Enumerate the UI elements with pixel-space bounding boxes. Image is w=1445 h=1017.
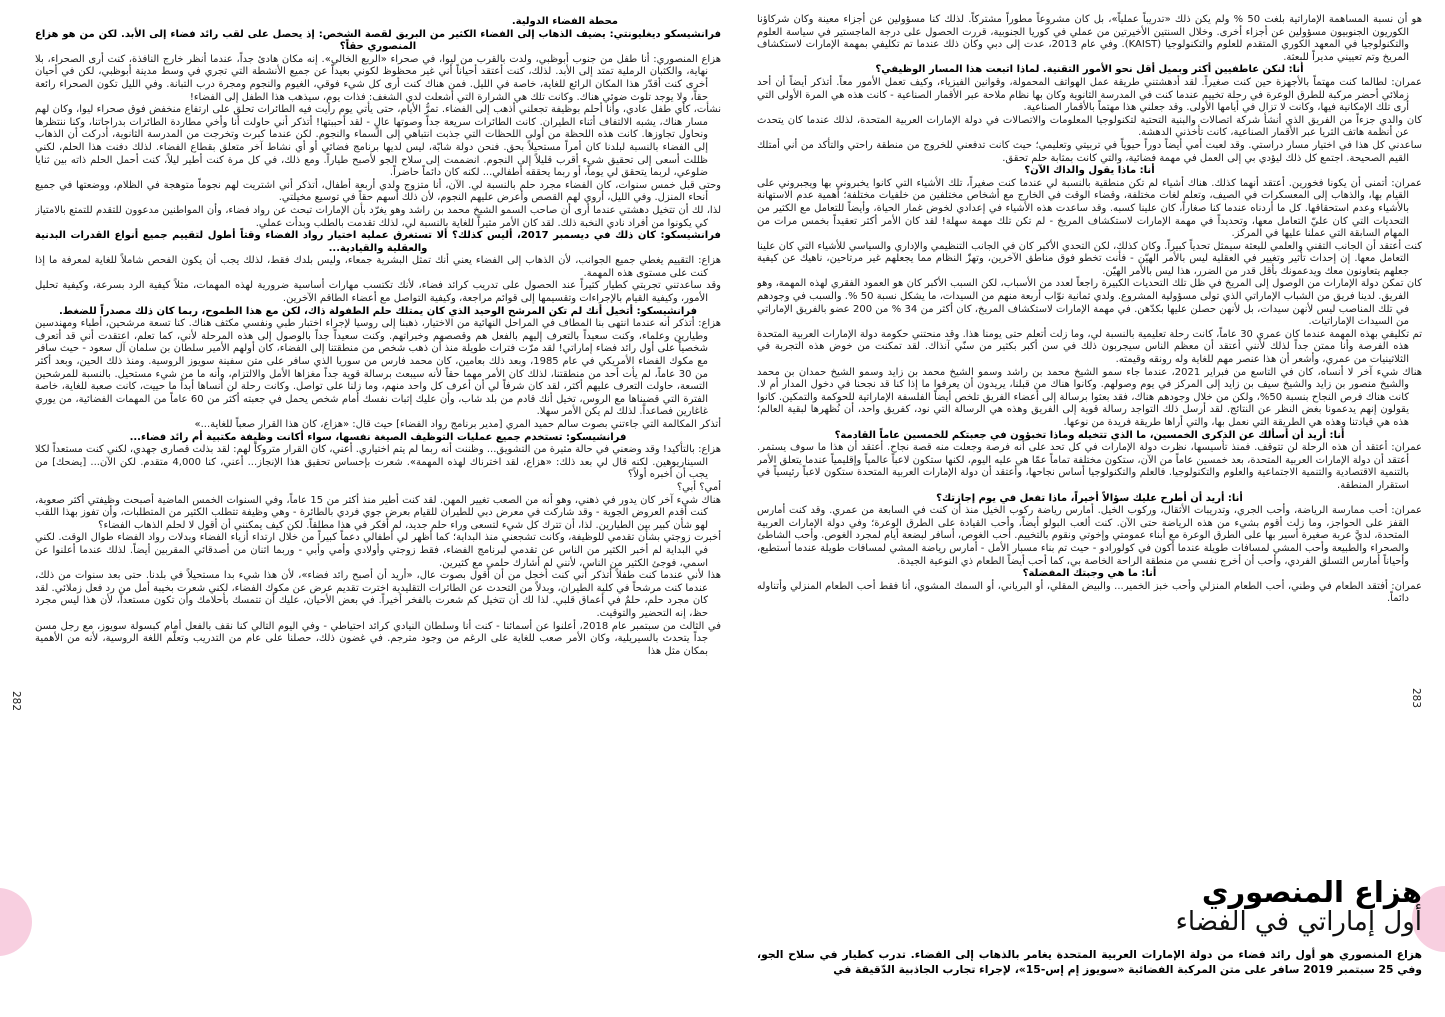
body-paragraph: تم تكليفي بهذه المهمة عندما كان عمري 30 عاماً، كانت رحلة تعليمية بالنسبة لي، وما زلت أتعلم حتى يومنا هذا. وقد منحتني حكومة دولة الإمارات العربية المتحدة هذه الفرصة وأنا ممتن جداً لذلك لأنني أعتقد أن معظم الناس سيجربون ذلك في سن أكبر بكثير من سنّي آنذاك. لقد تمكنت من خوض هذه التجربة في الثلاثينيات من عمري، وأشعر أن هذا عنصر مهم للغاية وله رونقه وقيمته. [757,328,1422,366]
answer-paragraph: عمران: أعتقد أن هذه الرحلة لن تتوقف. فمنذ تأسيسها، نظرت دولة الإمارات في كل تحد على أنه فرصة وجعلت منه قصة نجاح. أعتقد أن هذا ما سوف يستمر. أعتقد أن دولة الإمارات العربية المتحدة، بعد خمسين عاماً من الآن، ستكون مختلفة تماماً عمّا هي عليه اليوم، لكنها ستكون لاعباً عالمياً وإقليمياً عندما يتعلق الأمر بالتنمية الاقتصادية والتنمية الاجتماعية والعلوم والتكنولوجيا. فالعلم والتكنولوجيا أساس نجاحها، وأعتقد أن دولة الإمارات العربية المتحدة ستكون لاعباً رئيسياً في استقرار المنطقة. [757,442,1422,491]
question-paragraph: أنا: لنكن عاطفيين أكثر وبميل أقل نحو الأمور التقنية. لماذا اتبعت هذا المسار الوظيفي؟ [875,64,1304,76]
body-paragraph: هذا لأني عندما كنت طفلاً أتذكر أني كنت أخجل من أن أقول بصوت عال، «أريد أن أصبح رائد فضاء»، لأن هذا شيء بدا مستحيلاً في بلدنا. حتى بعد سنوات من ذلك، عندما كنت مرشحاً في كلية الطيران، وبدلاً من التحدث عن الطائرات التقليدية اخترت تقديم عرض عن مكوك الفضاء، لكني شعرت بخيبة أمل من رد فعل زملائي. لقد كان مجرد حلم، حلمٌ في أعماق قلبي. لذا لك أن تتخيل كم شعرت بالفخر أخيراً. في بعض الأحيان، عليك أن تتمسك بأحلامك وأن تكون مستعداً، لأن هذا ليس مجرد حظ، إنه التحضير والتوقيت. [35,570,721,619]
answer-paragraph: هزاع: بالتأكيد! وقد وضعني في حالة مثيرة من التشويق... وظننت أنه ربما لم يتم اختياري. أعني، كان القرار متروكاً لهم: لقد بذلت قصارى جهدي، لكني كنت مستعداً لكلا السيناريوهين. لكنه قال لي بعد ذلك: «هزاع، لقد اخترناك لهذه المهمة». شعرت بإحساس تحقيق هذا الإنجاز... أعني، كنا 4,000 متقدم. لكن الآن... [يضحك] من يجب أن أخبره أولاً؟ [35,444,721,481]
body-paragraph: هناك شيء آخر لا أنساه، كان في التاسع من فبراير 2021، عندما جاء سمو الشيخ محمد بن راشد وسمو الشيخ محمد بن زايد وسمو الشيخ حمدان بن محمد والشيخ منصور بن زايد والشيخ سيف بن زايد إلى المركز في يوم وصولهم. وكانوا هناك من قبلنا، يريدون أن يعرفوا ما إذا كنا قد نجحنا في دخول المدار أم لا. كانت هناك فرص النجاح بنسبة 50%، ولكن من خلال وجودهم هناك، فقد بعثوا برسالة إلى أعضاء الفريق تلخص أيضاً الفلسفة الإماراتية للحوكمة والتمكين. كانوا يقولون إنهم يدعمونا بغض النظر عن النتائج. لقد أرسل ذلك التواجد رسالة قوية إلى الفريق وهذه هي الرسالة التي نود، كفريق واحد، أن نُظهرها لبقية العالم؛ هذه هي قيادتنا وهذه هي الطريقة التي نعمل بها، والتي أراها طريقة فريدة من نوعها. [757,366,1422,428]
continued-heading: محطة الفضاء الدولية. [511,16,618,27]
pink-circle-left-decoration [0,888,32,956]
question-paragraph: فرانشيسكو ديغليونتي: يضيف الذهاب إلى الفضاء الكثير من البريق لقصة الشخص: إذ يحصل على لقب رائد فضاء إلى الأبد. لكن من هو هزاع المنصوري حقاً؟ [35,28,721,53]
body-paragraph: أخبرت زوجتي بشأن تقدمي للوظيفة، وكانت تشجعني منذ البداية؛ كما أظهر لي أطفالي دعماً كبيراً من خلال ارتداء أزياء الفضاء وبدلات رواد الفضاء طوال الوقت. لكني في البداية لم أخبر الكثير من الناس عن تقدمي لبرنامج الفضاء، فقط زوجتي وأولادي وأمي وأبي - وربما اثنان من أصدقائي المقربين أيضاً. لذلك عندما أعلنوا عن اسمي، فوجئ الكثير من الناس، لأنني لم أشارك حلمي مع كثيرين. [35,532,721,569]
answer-paragraph: هزاع المنصوري: أنا طفل من جنوب أبوظبي، ولدت بالقرب من ليوا، في صحراء «الربع الخالي». إنه مكان هادئ جداً، عندما أنظر خارج النافذة، كنت أرى الصحراء، بلا نهاية، والكثبان الرملية تمتد إلى الأبد. لذلك، كنت أعتقد أحياناً أني غير محظوظ لكوني بعيداً عن جميع الأنشطة التي تجري في وسط مدينة أبوظبي، لكن في أحيان أخرى كنت أقدّر هذا المكان الرائع للغاية، خاصة في الليل. فمن هناك كنت أرى كل شيء فوقي، الغيوم والنجوم ومجرة درب التبانة. وفي الليل تكون الصحراء رائعة حقاً، ولا يوجد تلوث ضوئي هناك. وكانت تلك هي الشرارة التي أشعلت لدي الشغف: فذات يوم، سيذهب هذا الطفل إلى الفضاء! [35,53,721,103]
body-paragraph: لذا، لك أن تتخيل دهشتي عندما أرى أن صاحب السمو الشيخ محمد بن راشد وهو يغرّد بأن الإمارات تبحث عن رواد فضاء، وأن المواطنين مدعوون للتقدم للتمتع بالامتياز كي يكونوا من أفراد نادي النخبة ذلك. لقد كان الأمر مثيراً للغاية بالنسبة لي، لذلك تقدمت بالطلب وبدأت عملي. [35,204,721,229]
answer-paragraph: عمران: أحب ممارسة الرياضة، وأحب الجري، وتدريبات الأثقال، وركوب الخيل. أمارس رياضة ركوب الخيل منذ أن كنت في السابعة من عمري. وقد كنت أمارس القفز على الحواجز، وما زلت أقوم بشيء من هذه الرياضة حتى الآن. كنت ألعب البولو أيضاً، وأحب القيادة على الطرق الوعرة؛ وفي دولة الإمارات العربية المتحدة، لديَّ عربة صغيرة أسير بها على الطرق الوعرة مع أبناء عمومتي وإخوتي ونقوم بالتخييم. أحب الغوص، أسافر لبضعة أيام لمجرد الغوص. وأحب الشاطئ والصحراء والطبيعة وأحب المشي لمسافات طويلة عندما أكون في كولورادو - حيث تم بناء مسبار الأمل - أمارس رياضة المشي لمسافات طويلة عندما أستطيع، وأحياناً أمارس التسلق الفردي، وأحب أن أخرج نفسي من منطقة الراحة الخاصة بي، كما أحب أيضاً الطعام ذي النوعية الجيدة. [757,505,1422,567]
answer-paragraph: عمران: أتمنى أن يكونا فخورين. أعتقد أنهما كذلك. هناك أشياء لم تكن منطقية بالنسبة لي عندما كنت صغيراً، تلك الأشياء التي كانوا يخبروني بها ويجبروني على القيام بها، والذهاب إلى المعسكرات في الصيف، وتعلم لغات مختلفة، وقضاء الوقت في الخارج مع أشخاص مختلفين من خلفيات مختلفة؛ أهمية عدم الاستهانة بالأشياء وعدم استحقاقها. كل ما أردناه عندما كنا صغاراً، كان علينا كسبه. وقد ساعدت هذه الأشياء في إعدادي لخوض غمار الحياة، وأيضاً للتعامل مع الكثير من التحديات التي كان عليّ التعامل معها، وتحديداً في مهمة الإمارات لاستكشاف المريخ - لم تكن تلك مهمة سهلة! لقد كان الأمر أكثر تعقيداً بخمس مرات من المهام السابقة التي عملنا عليها في المركز. [757,177,1422,240]
body-paragraph: وحتى قبل خمس سنوات، كان الفضاء مجرد حلم بالنسبة لي. الآن، أنا متزوج ولدي أربعة أطفال، أتذكر أني اشتريت لهم نجوماً متوهجة في الظلام، ووضعتها في جميع أنحاء المنزل. وفي الليل، أروي لهم القصص وأعرض عليهم النجوم، لأن ذلك أسهم حقاً في توسيع مخيلتي. [35,179,721,204]
question-paragraph: فرانشيسكو: كان ذلك في ديسمبر 2017، أليس كذلك؟ ألا تستغرق عملية اختيار رواد الفضاء وقتاً أطول لتقييم جميع أنواع القدرات البدنية والعقلية والقيادية... [35,230,721,254]
answer-paragraph: هزاع: أتذكر أنه عندما انتهى بنا المطاف في المراحل النهائية من الاختيار، ذهبنا إلى روسيا لإجراء اختبار طبي ونفسي مكثف هناك. كنا تسعة مرشحين، أطباء ومهندسين وطيارين وعلماء، وكنت سعيداً بالتعرف إليهم بالفعل هم وقصصهم وخبراتهم. وكنت سعيداً جداً بالوصول إلى هذه المرحلة لأني، كما تعلم، اعتقدت أني قد أتعرف شخصياً على أول رائد فضاء إماراتي! لقد مرّت فترات طويلة منذ أن ذهب شخص من منطقتنا إلى الفضاء، كان أولهم الأمير سلطان بن سلمان آل سعود - حيث سافر مع مكوك الفضاء الأمريكي في عام 1985، وبعد ذلك بعامين، كان محمد فارس من سوريا الذي سافر على متن سفينة سويوز الروسية. ومنذ ذلك الحين، وبعد أكثر من 30 عاماً، لم يأت أحد من منطقتنا، لذلك كان الأمر مهما حقاً لأنه سيبعث برسالة قوية جداً مغزاها الأمل والالتزام، وأنه ما من شيء مستحيل. بالنسبة للمرشحين التسعة، حاولت التعرف عليهم أكثر، لقد كان شرفاً لي أن أعرف كل واحد منهم، وما زلنا على تواصل. وكانت رحلة لن أنساها أبداً ما حييت، كانت صعبة للغاية، خاصة الفترة التي قضيناها مع الروس، تخيل أنك قادم من بلد شاب، وأن عليك إثبات نفسك أمام شخص يحمل في جعبته أكثر من 60 عاماً من المهمات الفضائية، من يوري غاغارين فصاعداً. لذلك لم يكن الأمر سهلا. [35,318,721,418]
question-paragraph: فرانشيسكو: تستخدم جميع عمليات التوظيف الصيغة نفسها، سواء أكانت وظيفة مكتبية أم رائد فضاء... [129,431,627,443]
left-page-text [35,0,721,1015]
question-paragraph: أنا: ما هي وجبتك المفضلة؟ [1022,568,1157,580]
body-paragraph: أتذكر المكالمة التي جاءتني بصوت سالم حميد المري [مدير برنامج رواد الفضاء] حيث قال: «هزاع، كان هذا القرار صعباً للغاية...» [194,419,721,430]
chapter-intro-paragraph: هزاع المنصوري هو أول رائد فضاء من دولة الإمارات العربية المتحدة يغامر بالذهاب إلى الفضاء. تدرب كطيار في سلاح الجو، وفي 25 سبتمبر 2019 سافر على متن المركبة الفضائية «سويوز إم إس-15»، لإجراء تجارب الجاذبية الدّقيقة في [757,948,1422,976]
question-paragraph: فرانشيسكو: أتخيل أنك لم تكن المرشح الوحيد الذي كان يمتلك حلم الطفولة ذاك، لكن مع هذا الطموح، ربما كان ذلك مصدراً للضغط. [58,305,698,317]
body-paragraph: وقد ساعدتني تجربتي كطيار كثيراً عند الحصول على تدريب كرائد فضاء، لأنك تكتسب مهارات أساسية ضرورية لهذه المهمات، مثلاً كيفية الرد بسرعة، وكيفية تحليل الأمور، وكيفية القيام بالإجراءات وتقسيمها إلى قوائم مراجعة، وكيفية التواصل مع أعضاء الطاقم الآخرين. [35,280,721,305]
body-paragraph: كان تمكن دولة الإمارات من الوصول إلى المريخ في ظل تلك التحديات الكبيرة راجعاً لعدد من الأسباب، لكن السبب الأكبر كان هو العمود الفقري لهذه المهمة، وهو الفريق. لدينا فريق من الشباب الإماراتي الذي تولى مسؤولية المشروع. ولدي ثمانية نوّاب أربعة منهم من السيدات، ما يشكل نسبة 50 %. والسبب في وجودهم في تلك المناصب ليس لأنهن سيدات، بل لأنهن حصلن عليها بكدّهن. في مهمة الإمارات لاستكشاف المريخ، كان أكثر من 34 % من 200 عضو بالفريق الإماراتي من السيدات الإماراتيات. [757,278,1422,328]
answer-paragraph: عمران: أفتقد الطعام في وطني، أحب الطعام المنزلي وأحب خبز الخمير... والبيض المقلي، أو البرياني، أو السمك المشوي، أنا فقط أحب الطعام المنزلي وأتناوله دائماً. [757,580,1422,605]
right-page-text [757,0,1422,864]
page-number-left: 282 [10,690,23,712]
body-paragraph: في الثالث من سبتمبر عام 2018، أعلنوا عن أسمائنا - كنت أنا وسلطان النيادي كرائد احتياطي - وفي اليوم التالي كنا نقف بالفعل أمام كبسولة سويوز، مع رجل مسن جداً يتحدث بالسيريلية، وكان الأمر صعب للغاية على الرغم من وجود مترجم. في غضون ذلك، حصلنا على عام من التدريب وتعلّم اللغة الروسية، لأنه من الأهمية بمكان مثل هذا [35,620,721,657]
chapter-title: هزاع المنصوري [1201,875,1422,909]
body-paragraph: أمي؟ أبي؟ [676,481,721,493]
page-number-right: 283 [1410,687,1423,709]
body-paragraph: هو أن نسبة المساهمة الإماراتية بلغت 50 % ولم يكن ذلك «تدريباً عملياً»، بل كان مشروعاً مطوراً مشتركاً. لذلك كنا مسؤولين عن أجزاء معينة وكان شركاؤنا الكوريون الجنوبيون مسؤولين عن أجزاء أخرى. وخلال السنتين الأخيرتين من عملي في كوريا الجنوبية، قررت الحصول على درجة الماجستير في سياسة العلوم والتكنولوجيا في المعهد الكوري المتقدم للعلوم والتكنولوجيا (KAIST). وفي عام 2013، عدت إلى دبي وكان ذلك عندما تم تكليفي بمهمة الإمارات لاستكشاف المريخ وتم تعييني مديراً للبعثة. [757,14,1422,63]
body-paragraph: كنت أعتقد أن الجانب التقني والعلمي للبعثة سيمثل تحدياً كبيراً. وكان كذلك، لكن التحدي الأكبر كان في الجانب التنظيمي والإداري والسياسي للأشياء التي كان علينا التعامل معها. إن إحداث تأثير وتغيير في العقلية ليس بالأمر الهيّن - فأنت تخطو فوق مناطق الآخرين، وتهزّ النظام مما يجعلهم غير مرتاحين، ناهيك عن كيفية جعلهم يتعاونون معك ويدعمونك بأقل قدر من الضرر، هذا ليس بالأمر الهيّن. [757,240,1422,277]
body-paragraph: كان والدي جزءاً من الفريق الذي أنشأ شركة اتصالات والبنية التحتية لتكنولوجيا المعلومات والاتصالات في دولة الإمارات العربية المتحدة، لذلك عندما كان يتحدث عن أنظمة هاتف الثريا عبر الأقمار الصناعية، كانت تأخذني الدهشة. [757,114,1422,139]
body-paragraph: ساعدني كل هذا في اختيار مسار دراستي. وقد لعبت أمي أيضاً دوراً حيوياً في تربيتي وتعليمي؛ حيث كانت تدفعني للخروج من منطقة راحتي والتأكد من أني أمتلك القيم الصحيحة. اجتمع كل ذلك ليؤدي بي إلى العمل في مهمة فضائية، والتي كانت بمثابة حلم تحقق. [757,139,1422,164]
chapter-opener [757,876,1422,977]
answer-paragraph: عمران: لطالما كنت مهتماً بالأجهزة حين كنت صغيراً. لقد أدهشتني طريقة عمل الهواتف المحمولة، وقوانين الفيزياء، وكيف تعمل الأمور معاً. أتذكر أيضاً أن أحد زملائي أحضر مركبة للطرق الوعرة في رحلة تخييم عندما كنت في المدرسة الثانوية وكان بها نظام ملاحة عبر الأقمار الصناعية - كانت هذه هي المرة الأولى التي أرى تلك الإمكانية فيها، وكانت لا تزال في أيامها الأولى. وقد جعلني هذا مهتماً بالأقمار الصناعية. [757,76,1422,114]
body-paragraph: هناك شيء آخر كان يدور في ذهني، وهو أنه من الصعب تغيير المهن. لقد كنت أطير منذ أكثر من 15 عاماً، وفي السنوات الخمس الماضية أصبحت وظيفتي أكثر صعوبة، كنت أقدم العروض الجوية - وقد شاركت في معرض دبي للطيران للقيام بعرض جوي فردي بالطائرة - وهي وظيفة تتطلب الكثير من المتطلبات، وأن تفوز بهذا اللقب لهو شأن كبير بين الطيارين. لذا، أن تترك كل شيء لتسعى وراء حلم جديد، لم أفكر في هذا مطلقاً. لكن كيف يمكنني أن أقول لا لحلم الذهاب الفضاء؟ [35,494,721,531]
chapter-subtitle: أول إماراتي في الفضاء [1175,907,1422,938]
question-paragraph: أنا: أريد أن أسألك عن الذكرى الخمسين، ما الذي تتخيله وماذا تخبؤون في جعبتكم للخمسين عاماً القادمة؟ [834,429,1345,441]
answer-paragraph: هزاع: التقييم يغطي جميع الجوانب، لأن الذهاب إلى الفضاء يعني أنك تمثل البشرية جمعاء، وليس بلدك فقط، لذلك يجب أن يكون الفحص شاملاً للغاية لمعرفة ما إذا كنت على مستوى هذه المهمة. [35,255,721,279]
question-paragraph: أنا: أريد أن أطرح عليك سؤالاً أخيراً، ماذا تفعل في يوم إجازتك؟ [936,492,1243,504]
page-right [757,0,1422,977]
page-left [35,0,721,1015]
body-paragraph: نشأت، كأي طفل عادي، وأنا أحلم بوظيفة تجعلني أذهب إلى الفضاء. تمرُّ الأيام، حتى يأتي يوم رأيت فيه الطائرات تحلق على ارتفاع منخفض فوق صحراء ليوا، وكان لهم مسار هناك، يشبه الالتفاف أثناء الطيران. كانت الطائرات سريعة جداً وصوتها عالٍ - لقد أحببتها! أتذكر أني حاولت أنا وأخي مطاردة الطائرات بدراجاتنا، وكنا ننتظرها ونحاول تجاوزها. كانت هذه اللحظة من أولى اللحظات التي جذبت انتباهي إلى السماء والنجوم. لكن عندما كبرت وتخرجت من المدرسة الثانوية، أدركت أن الذهاب إلى الفضاء بالنسبة لبلدنا كان أمراً مستحيلاً بحق. فنحن دولة شابّة، ليس لديها برنامج فضائي أو أي نشاط آخر متعلق بقطاع الفضاء. لذلك دفنت هذا الحلم، لكني ظللت أسعى إلى تحقيق شيء أقرب قليلاً إلى النجوم. انضممت إلى سلاح الجو لأصبح طياراً. ومع ذلك، في كل مرة كنت أطير ليلاً، كنت أحمل الحلم ذاته بين ثنايا ضلوعي، لربما يتحقق لي يوماً، أو ربما يحققه أطفالي... لكنه كان دائماً حاضراً. [35,104,721,179]
question-paragraph: أنا: ماذا يقول والداك الآن؟ [1024,165,1155,177]
